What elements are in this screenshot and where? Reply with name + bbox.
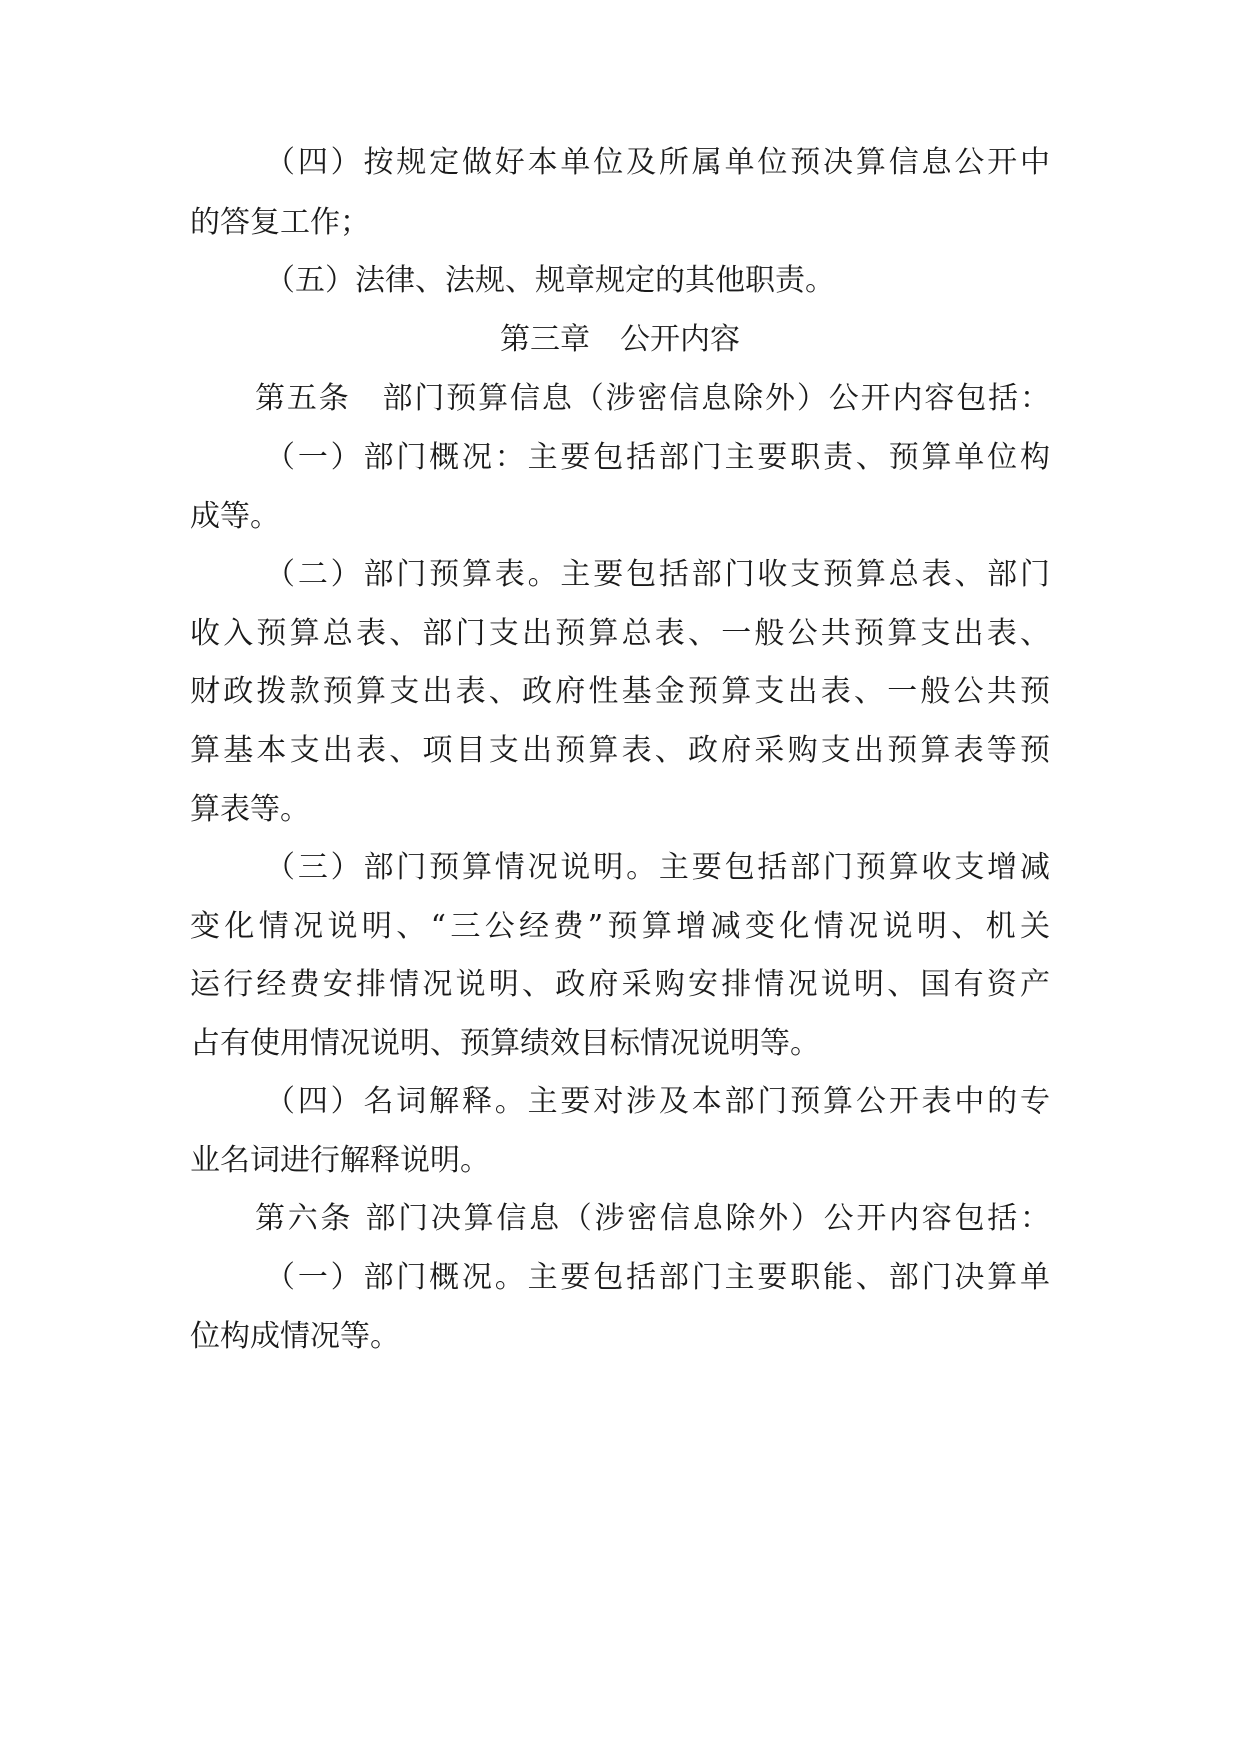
paragraph-line: 变化情况说明、“三公经费”预算增减变化情况说明、机关: [190, 909, 1050, 944]
chapter-heading: 第三章 公开内容: [500, 322, 740, 357]
paragraph-line: 业名词进行解释说明。: [190, 1143, 490, 1178]
paragraph-line: 的答复工作；: [190, 205, 370, 240]
paragraph-line: （三）部门预算情况说明。主要包括部门预算收支增减: [265, 850, 1050, 885]
paragraph-line: （一）部门概况：主要包括部门主要职责、预算单位构: [265, 440, 1050, 475]
paragraph-line: （四）按规定做好本单位及所属单位预决算信息公开中: [265, 145, 1050, 180]
paragraph-line: 算表等。: [190, 792, 310, 827]
paragraph-line: （一）部门概况。主要包括部门主要职能、部门决算单: [265, 1260, 1050, 1295]
paragraph-line: 财政拨款预算支出表、政府性基金预算支出表、一般公共预: [190, 674, 1050, 709]
paragraph-line: （四）名词解释。主要对涉及本部门预算公开表中的专: [265, 1084, 1050, 1119]
paragraph-line: 运行经费安排情况说明、政府采购安排情况说明、国有资产: [190, 967, 1050, 1002]
paragraph-line: 收入预算总表、部门支出预算总表、一般公共预算支出表、: [190, 616, 1050, 651]
article-heading: 第六条 部门决算信息（涉密信息除外）公开内容包括：: [255, 1201, 1050, 1236]
paragraph-line: 成等。: [190, 499, 280, 534]
paragraph-line: （二）部门预算表。主要包括部门收支预算总表、部门: [265, 557, 1050, 592]
paragraph-line: （五）法律、法规、规章规定的其他职责。: [265, 263, 835, 298]
paragraph-line: 占有使用情况说明、预算绩效目标情况说明等。: [190, 1026, 820, 1061]
article-heading: 第五条 部门预算信息（涉密信息除外）公开内容包括：: [255, 381, 1050, 416]
paragraph-line: 算基本支出表、项目支出预算表、政府采购支出预算表等预: [190, 733, 1050, 768]
paragraph-line: 位构成情况等。: [190, 1319, 400, 1354]
